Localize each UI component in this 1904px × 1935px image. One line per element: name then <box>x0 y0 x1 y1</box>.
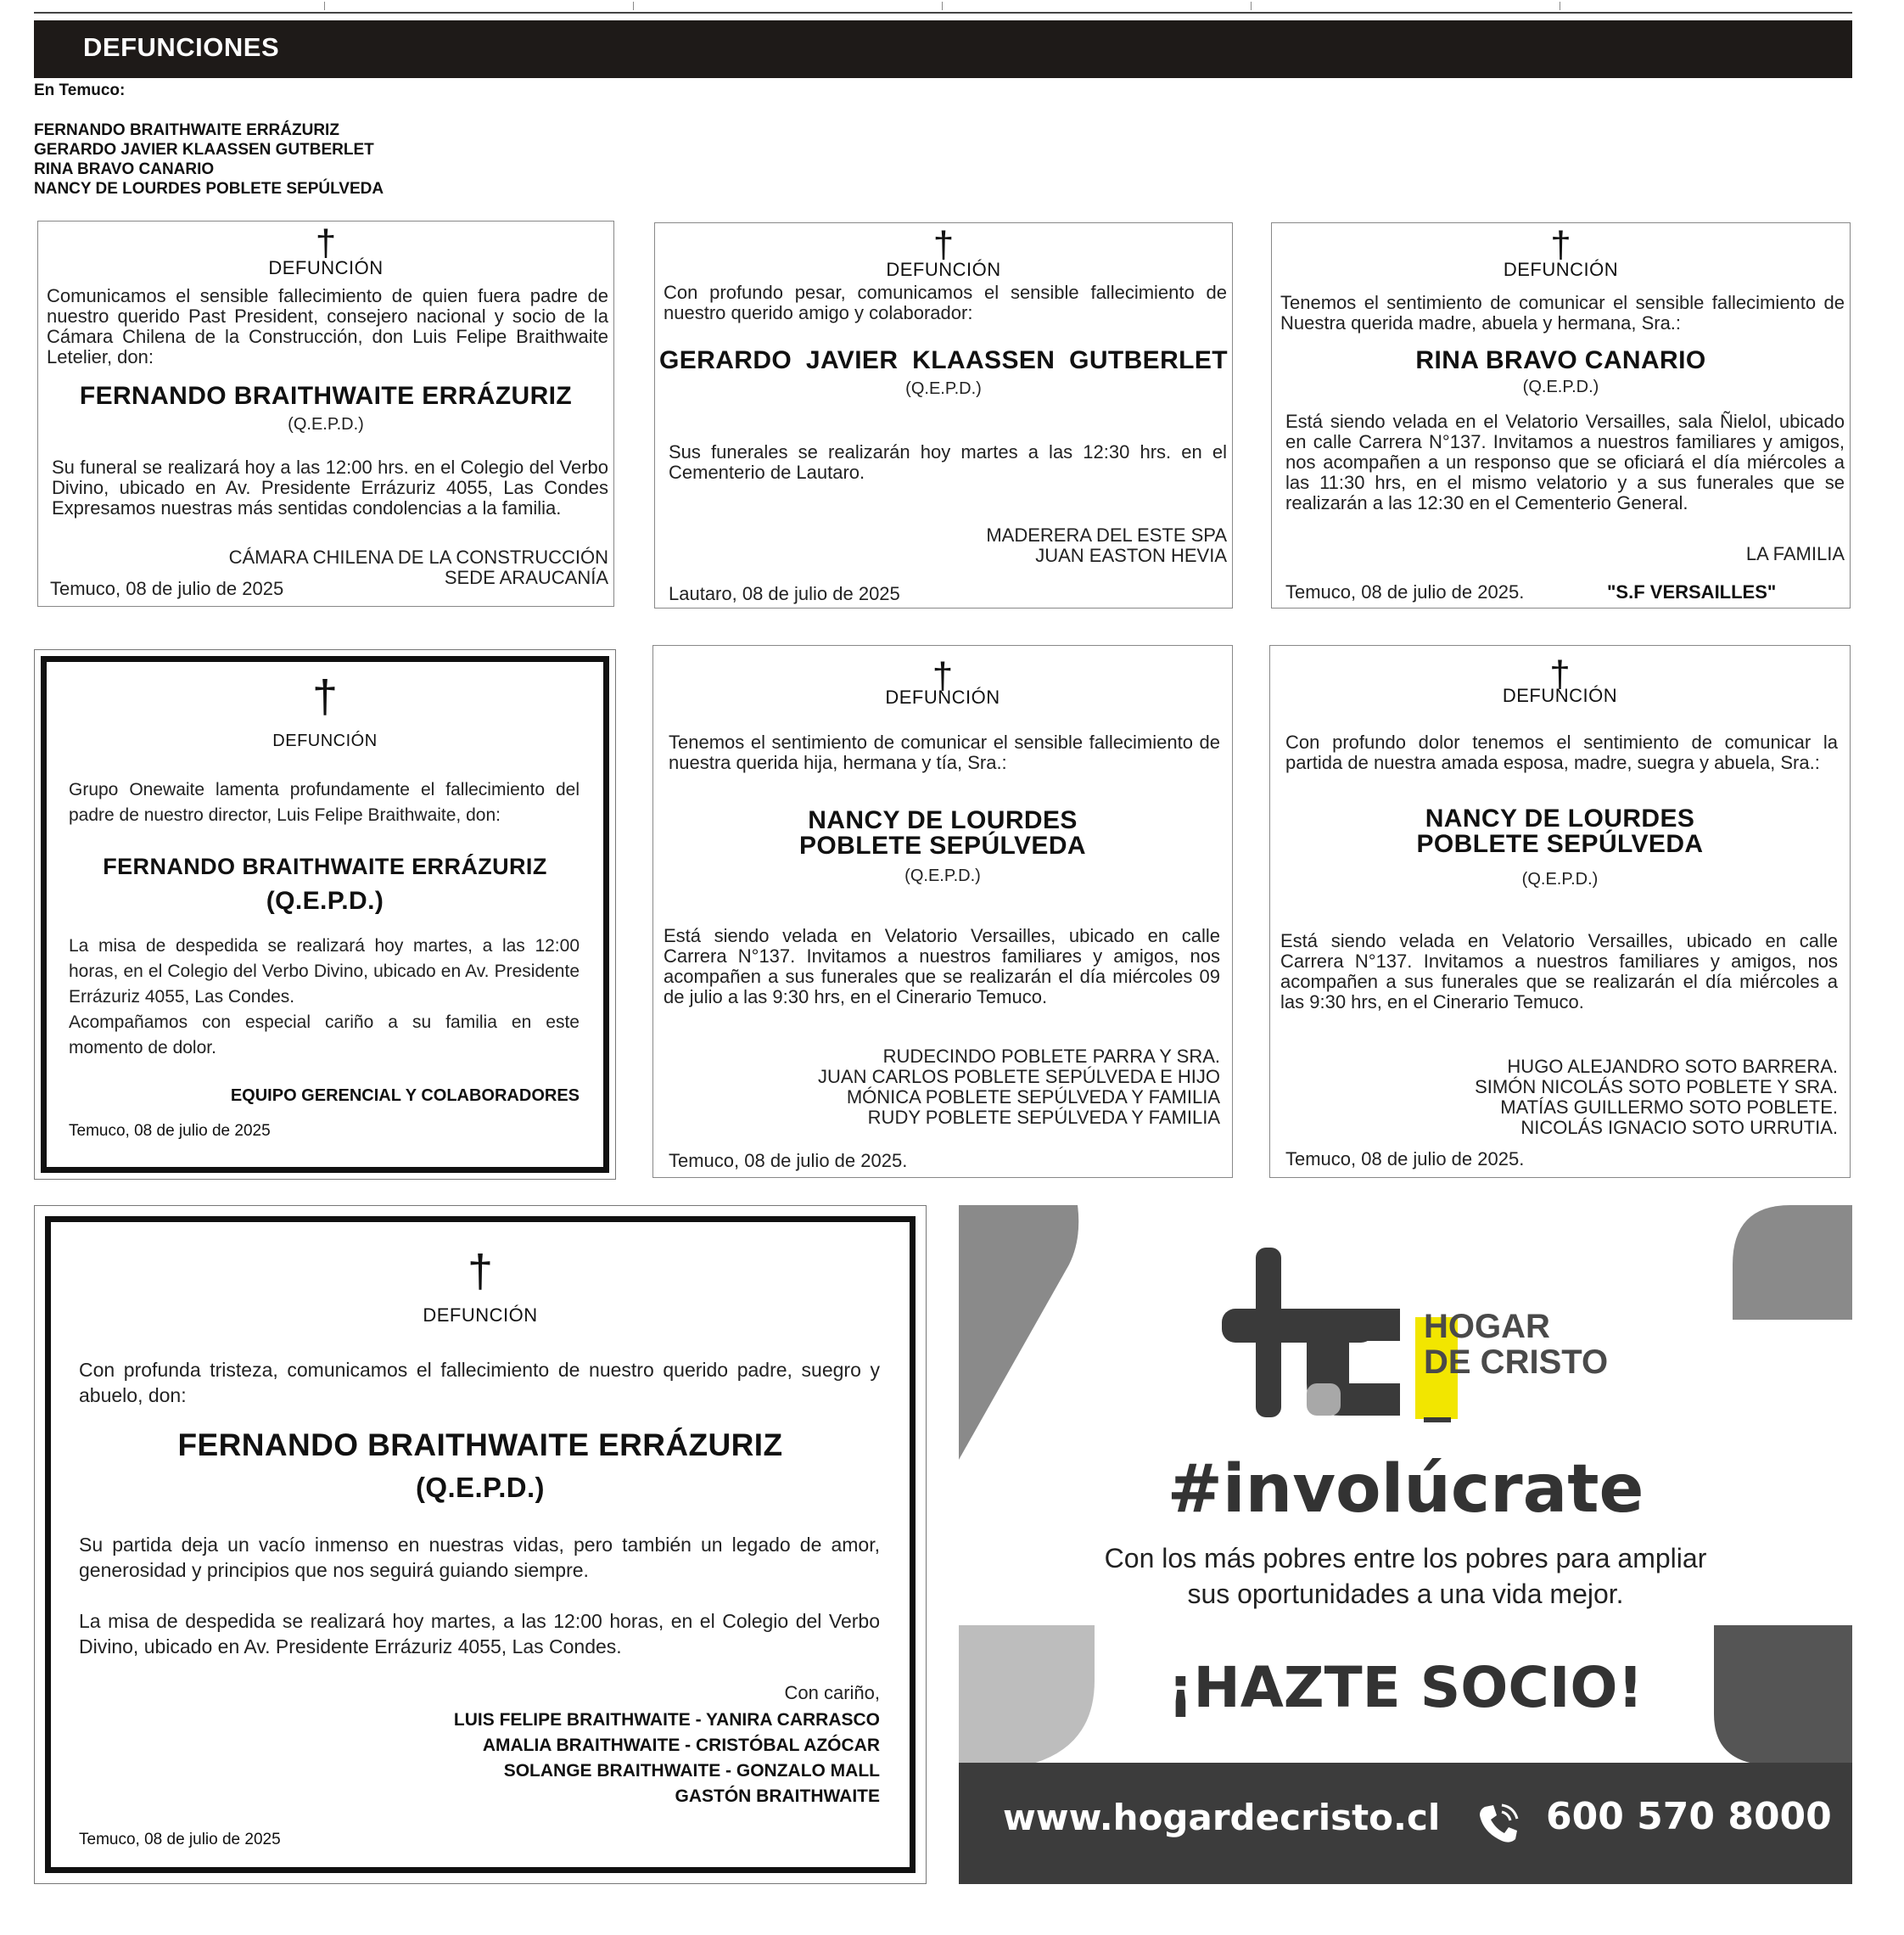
notice-card-bravo <box>1271 222 1851 609</box>
cross-icon: † <box>1549 653 1571 695</box>
signer-line: LUIS FELIPE BRAITHWAITE - YANIRA CARRASCO <box>453 1710 880 1730</box>
notice-intro: Con profundo dolor tenemos el sentimiento de comunicar la partida de nuestra amada esposa, madre, suegra y abuela, Sra.: <box>1285 732 1838 773</box>
notice-intro: Con profundo pesar, comunicamos el sensible fallecimiento de nuestro querido amigo y colaborador: <box>664 282 1227 323</box>
cross-icon: † <box>932 224 955 266</box>
ad-website-link[interactable]: www.hogardecristo.cl <box>1003 1797 1441 1838</box>
signer-line: SIMÓN NICOLÁS SOTO POBLETE Y SRA. <box>1475 1076 1838 1097</box>
signer-line: MÓNICA POBLETE SEPÚLVEDA Y FAMILIA <box>846 1086 1220 1108</box>
ad-brand-line: DE CRISTO <box>1424 1343 1609 1381</box>
cross-icon: † <box>1550 224 1571 266</box>
ad-phone-number[interactable]: 600 570 8000 <box>1546 1795 1832 1838</box>
notice-body: Está siendo velada en Velatorio Versailles, ubicado en calle Carrera N°137. Invitamos a nuestros familiares y amigos, nos acompañen a sus funerales que se realizarán el día miércoles 09 de julio a las 9:30 hrs, en el Cinerario Temuco. <box>664 925 1220 1007</box>
qepd-label: (Q.E.P.D.) <box>288 415 364 434</box>
signer-line: SEDE ARAUCANÍA <box>444 567 608 588</box>
notice-date: Temuco, 08 de julio de 2025 <box>79 1831 281 1848</box>
cross-icon: † <box>467 1246 494 1297</box>
notice-body: Su partida deja un vacío inmenso en nuestras vidas, pero también un legado de amor, generosidad y principios que nos seguirá guiando siempre. <box>79 1534 880 1581</box>
notice-date: Temuco, 08 de julio de 2025 <box>50 578 284 599</box>
ad-tagline: sus oportunidades a una vida mejor. <box>1187 1579 1624 1609</box>
ad-tagline: Con los más pobres entre los pobres para ampliar <box>1104 1543 1707 1573</box>
qepd-label: (Q.E.P.D.) <box>904 867 981 885</box>
city-label: En Temuco: <box>34 81 126 99</box>
cross-icon: † <box>311 671 339 722</box>
deceased-name: FERNANDO BRAITHWAITE ERRÁZURIZ <box>79 382 573 410</box>
notice-date: Temuco, 08 de julio de 2025. <box>1285 1148 1525 1169</box>
notice-body: Su funeral se realizará hoy a las 12:00 hrs. en el Colegio del Verbo Divino, ubicado en Av. Presidente Errázuriz 4055, Las Condes Expresamos nuestras más sentidas condolencias a la familia. <box>52 457 608 519</box>
notice-title: DEFUNCIÓN <box>272 732 378 750</box>
notice-title: DEFUNCIÓN <box>268 257 384 278</box>
notice-body: Acompañamos con especial cariño a su familia en este momento de dolor. <box>69 1012 580 1057</box>
notice-body: Está siendo velada en Velatorio Versailles, ubicado en calle Carrera N°137. Invitamos a nuestros familiares y amigos, nos acompañen a sus funerales que se realizarán el día miércoles a las 9:30 hrs, en el Cinerario Temuco. <box>1280 930 1838 1012</box>
deceased-name: FERNANDO BRAITHWAITE ERRÁZURIZ <box>103 854 547 879</box>
qepd-label: (Q.E.P.D.) <box>905 379 982 398</box>
notice-date: Lautaro, 08 de julio de 2025 <box>669 583 900 604</box>
cross-icon: † <box>932 655 954 697</box>
qepd-label: (Q.E.P.D.) <box>416 1472 545 1503</box>
deceased-list <box>34 121 384 199</box>
notice-card-braithwaite-family <box>34 1205 927 1884</box>
qepd-label: (Q.E.P.D.) <box>1521 870 1599 889</box>
deceased-list-item: FERNANDO BRAITHWAITE ERRÁZURIZ <box>34 121 339 139</box>
ad-cta[interactable]: ¡HAZTE SOCIO! <box>1168 1655 1644 1720</box>
top-rule <box>34 12 1852 14</box>
notice-title: DEFUNCIÓN <box>423 1304 538 1326</box>
notice-body: La misa de despedida se realizará hoy martes, a las 12:00 horas, en el Colegio del Verbo Divino, ubicado en Av. Presidente Errázuriz 4055, Las Condes. <box>79 1610 880 1657</box>
phone-icon <box>1476 1802 1519 1844</box>
ad-hashtag: #involúcrate <box>1167 1451 1644 1528</box>
signer-line: HUGO ALEJANDRO SOTO BARRERA. <box>1507 1056 1838 1077</box>
notice-card-klaassen <box>654 222 1233 609</box>
signer-line: GASTÓN BRAITHWAITE <box>675 1786 880 1806</box>
signer-line: RUDY POBLETE SEPÚLVEDA Y FAMILIA <box>867 1107 1220 1128</box>
signer-line: MATÍAS GUILLERMO SOTO POBLETE. <box>1500 1096 1838 1118</box>
deceased-name: RINA BRAVO CANARIO <box>1415 346 1706 374</box>
section-title: DEFUNCIONES <box>83 32 280 62</box>
deceased-name: POBLETE SEPÚLVEDA <box>799 832 1086 860</box>
notice-intro: Tenemos el sentimiento de comunicar el sensible fallecimiento de nuestra querida hija, hermana y tía, Sra.: <box>669 732 1220 773</box>
notice-intro: Tenemos el sentimiento de comunicar el sensible fallecimiento de Nuestra querida madre, abuela y hermana, Sra.: <box>1280 292 1845 334</box>
signer-intro: Con cariño, <box>784 1682 880 1703</box>
signer-line: JUAN EASTON HEVIA <box>1035 545 1227 566</box>
signer-line: LA FAMILIA <box>1745 543 1845 564</box>
signer-line: NICOLÁS IGNACIO SOTO URRUTIA. <box>1520 1117 1838 1138</box>
notice-card-poblete-family <box>652 645 1233 1178</box>
signer-line: RUDECINDO POBLETE PARRA Y SRA. <box>882 1046 1220 1067</box>
signer-line: SOLANGE BRAITHWAITE - GONZALO MALL <box>503 1761 880 1781</box>
section-banner <box>34 20 1852 78</box>
hogar-de-cristo-ad[interactable] <box>959 1205 1852 1884</box>
cross-icon: † <box>315 222 337 264</box>
notice-title: DEFUNCIÓN <box>886 259 1001 280</box>
notice-date: Temuco, 08 de julio de 2025 <box>69 1122 271 1140</box>
deceased-name: NANCY DE LOURDES <box>1425 805 1695 833</box>
notice-intro: Comunicamos el sensible fallecimiento de quien fuera padre de nuestro querido Past President, consejero nacional y socio de la Cámara Chilena de la Construcción, don Luis Felipe Braithwaite Letelier, don: <box>47 285 608 367</box>
notice-title: DEFUNCIÓN <box>1502 685 1618 706</box>
ad-brand-line: HOGAR <box>1424 1308 1550 1345</box>
notice-title: DEFUNCIÓN <box>1503 259 1619 280</box>
funeral-home: "S.F VERSAILLES" <box>1607 581 1777 603</box>
ad-contact-bar <box>959 1763 1852 1884</box>
notice-card-onewaite <box>34 649 616 1180</box>
notice-title: DEFUNCIÓN <box>885 687 1000 708</box>
ad-brand-name <box>1424 1309 1608 1380</box>
notice-body: Sus funerales se realizarán hoy martes a las 12:30 hrs. en el Cementerio de Lautaro. <box>669 441 1227 483</box>
signer-line: EQUIPO GERENCIAL Y COLABORADORES <box>230 1086 580 1105</box>
qepd-label: (Q.E.P.D.) <box>266 887 384 915</box>
deceased-name: NANCY DE LOURDES <box>808 806 1078 834</box>
notice-intro: Grupo Onewaite lamenta profundamente el fallecimiento del padre de nuestro director, Luis Felipe Braithwaite, don: <box>69 780 580 825</box>
notice-body: Está siendo velada en el Velatorio Versailles, sala Ñielol, ubicado en calle Carrera N°137. Invitamos a nuestros familiares y amigos, nos acompañen a un responso que se oficiará el día miércoles a las 11:30 hrs, en el mismo velatorio y a sus funerales que se realizarán a las 12:30 en el Cementerio General. <box>1285 411 1845 513</box>
deceased-name: FERNANDO BRAITHWAITE ERRÁZURIZ <box>177 1427 783 1462</box>
signer-line: AMALIA BRAITHWAITE - CRISTÓBAL AZÓCAR <box>482 1736 880 1755</box>
deceased-list-item: NANCY DE LOURDES POBLETE SEPÚLVEDA <box>34 180 384 198</box>
notice-body: La misa de despedida se realizará hoy martes, a las 12:00 horas, en el Colegio del Verbo Divino, ubicado en Av. Presidente Errázuriz 4055, Las Condes. <box>69 936 580 1007</box>
signer-line: JUAN CARLOS POBLETE SEPÚLVEDA E HIJO <box>818 1066 1220 1087</box>
deceased-name: GERARDO JAVIER KLAASSEN GUTBERLET <box>658 346 1229 374</box>
signer-line: MADERERA DEL ESTE SPA <box>986 524 1227 546</box>
qepd-label: (Q.E.P.D.) <box>1522 378 1599 396</box>
notice-card-braithwaite-camara <box>37 221 614 607</box>
notice-card-poblete-soto <box>1269 645 1851 1178</box>
notice-date: Temuco, 08 de julio de 2025. <box>669 1150 908 1171</box>
notice-intro: Con profunda tristeza, comunicamos el fallecimiento de nuestro querido padre, suegro y abuelo, don: <box>79 1359 880 1406</box>
deceased-list-item: RINA BRAVO CANARIO <box>34 160 215 178</box>
deceased-name: POBLETE SEPÚLVEDA <box>1416 830 1704 858</box>
deceased-list-item: GERARDO JAVIER KLAASSEN GUTBERLET <box>34 141 374 159</box>
notice-date: Temuco, 08 de julio de 2025. <box>1285 581 1525 603</box>
signer-line: CÁMARA CHILENA DE LA CONSTRUCCIÓN <box>228 547 608 568</box>
